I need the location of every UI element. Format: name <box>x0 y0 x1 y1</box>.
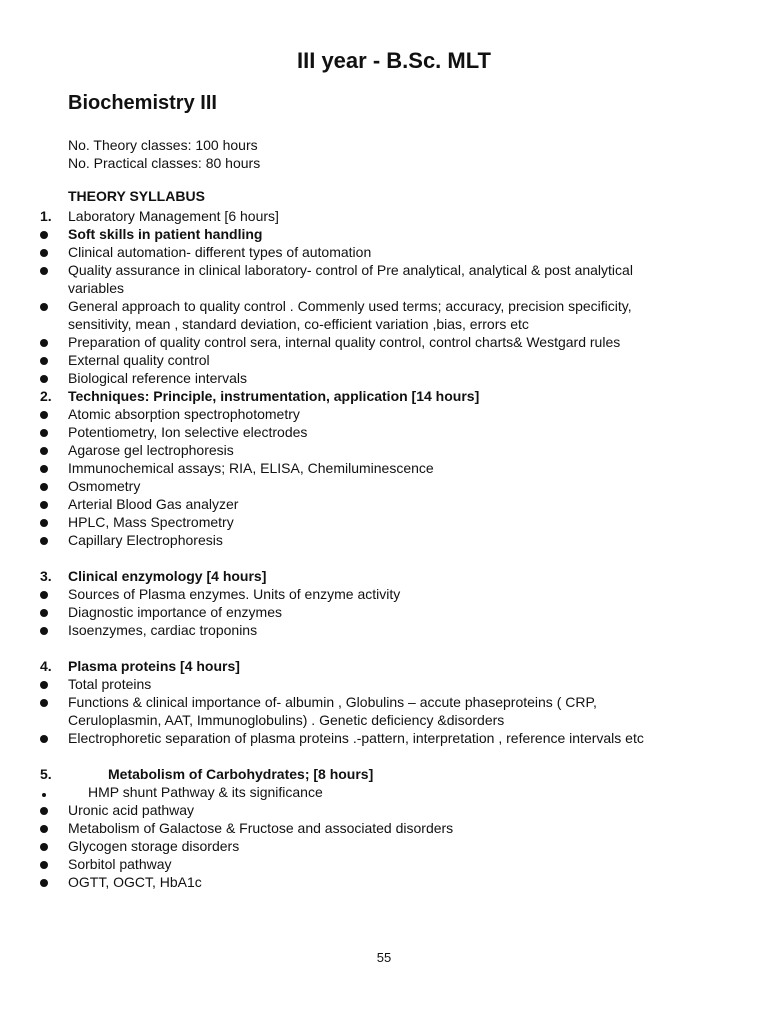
bullet-icon <box>40 375 48 383</box>
bullet-icon <box>40 879 48 887</box>
list-item: Biological reference intervals <box>0 369 658 387</box>
list-item: Soft skills in patient handling <box>0 225 658 243</box>
list-item: Osmometry <box>0 477 658 495</box>
bullet-icon <box>40 447 48 455</box>
bullet-icon <box>40 519 48 527</box>
bullet-icon <box>40 699 48 707</box>
practical-classes: No. Practical classes: 80 hours <box>68 155 261 171</box>
section-number: 3. <box>40 568 52 584</box>
list-item: Capillary Electrophoresis <box>0 531 658 549</box>
bullet-icon <box>40 735 48 743</box>
list-item: External quality control <box>0 351 658 369</box>
list-item: Arterial Blood Gas analyzer <box>0 495 658 513</box>
section-title: Techniques: Principle, instrumentation, application [14 hours] <box>68 388 480 404</box>
bullet-icon <box>40 231 48 239</box>
page-number: 55 <box>376 950 392 965</box>
list-item: Agarose gel lectrophoresis <box>0 441 658 459</box>
section-number: 1. <box>40 208 52 224</box>
bullet-icon <box>40 843 48 851</box>
syllabus-content <box>0 207 768 891</box>
section-1-heading <box>0 207 658 225</box>
subject-heading: Biochemistry III <box>68 92 217 114</box>
bullet-icon <box>40 411 48 419</box>
bullet-icon <box>42 793 46 797</box>
section-number: 4. <box>40 658 52 674</box>
bullet-icon <box>40 429 48 437</box>
section-title: Metabolism of Carbohydrates; [8 hours] <box>108 766 374 782</box>
bullet-icon <box>40 267 48 275</box>
class-hours <box>68 136 260 172</box>
page-title: III year - B.Sc. MLT <box>297 48 491 73</box>
bullet-icon <box>40 807 48 815</box>
bullet-icon <box>40 357 48 365</box>
list-item: Immunochemical assays; RIA, ELISA, Chemiluminescence <box>0 459 658 477</box>
list-item: Quality assurance in clinical laboratory- control of Pre analytical, analytical & post analytical variables <box>0 261 658 297</box>
theory-classes: No. Theory classes: 100 hours <box>68 137 258 153</box>
list-item: HPLC, Mass Spectrometry <box>0 513 658 531</box>
bullet-icon <box>40 591 48 599</box>
list-item: Sorbitol pathway <box>0 855 658 873</box>
bullet-icon <box>40 861 48 869</box>
list-item: Metabolism of Galactose & Fructose and associated disorders <box>0 819 658 837</box>
section-number: 2. <box>40 388 52 404</box>
section-5-heading <box>0 765 698 783</box>
bullet-icon <box>40 609 48 617</box>
list-item: Diagnostic importance of enzymes <box>0 603 658 621</box>
list-item: Functions & clinical importance of- albumin , Globulins – accute phaseproteins ( CRP, Ceruloplasmin, AAT, Immunoglobulins) . Genetic deficiency &disorders <box>0 693 658 729</box>
section-title: Clinical enzymology [4 hours] <box>68 568 267 584</box>
bullet-icon <box>40 825 48 833</box>
list-item: Preparation of quality control sera, internal quality control, control charts& Westgard rules <box>0 333 658 351</box>
list-item: Isoenzymes, cardiac troponins <box>0 621 658 639</box>
section-number: 5. <box>40 766 52 782</box>
list-item: Atomic absorption spectrophotometry <box>0 405 658 423</box>
bullet-icon <box>40 627 48 635</box>
list-item: Potentiometry, Ion selective electrodes <box>0 423 658 441</box>
bullet-icon <box>40 537 48 545</box>
bullet-icon <box>40 465 48 473</box>
list-item: General approach to quality control . Commenly used terms; accuracy, precision specificity, sensitivity, mean , standard deviation, co-efficient variation ,bias, errors etc <box>0 297 658 333</box>
section-2-heading <box>0 387 658 405</box>
bullet-icon <box>40 303 48 311</box>
syllabus-heading: THEORY SYLLABUS <box>68 188 205 204</box>
list-item: HMP shunt Pathway & its significance <box>0 783 678 801</box>
section-title: Laboratory Management [6 hours] <box>68 208 279 224</box>
list-item: Total proteins <box>0 675 658 693</box>
bullet-icon <box>40 483 48 491</box>
section-title: Plasma proteins [4 hours] <box>68 658 240 674</box>
list-item: Clinical automation- different types of automation <box>0 243 658 261</box>
section-4-heading <box>0 657 658 675</box>
bullet-icon <box>40 339 48 347</box>
list-item: Sources of Plasma enzymes. Units of enzyme activity <box>0 585 658 603</box>
list-item: Electrophoretic separation of plasma proteins .-pattern, interpretation , reference intervals etc <box>0 729 658 747</box>
bullet-icon <box>40 501 48 509</box>
bullet-icon <box>40 681 48 689</box>
bullet-icon <box>40 249 48 257</box>
section-3-heading <box>0 567 658 585</box>
list-item: Glycogen storage disorders <box>0 837 658 855</box>
list-item: OGTT, OGCT, HbA1c <box>0 873 658 891</box>
list-item: Uronic acid pathway <box>0 801 658 819</box>
